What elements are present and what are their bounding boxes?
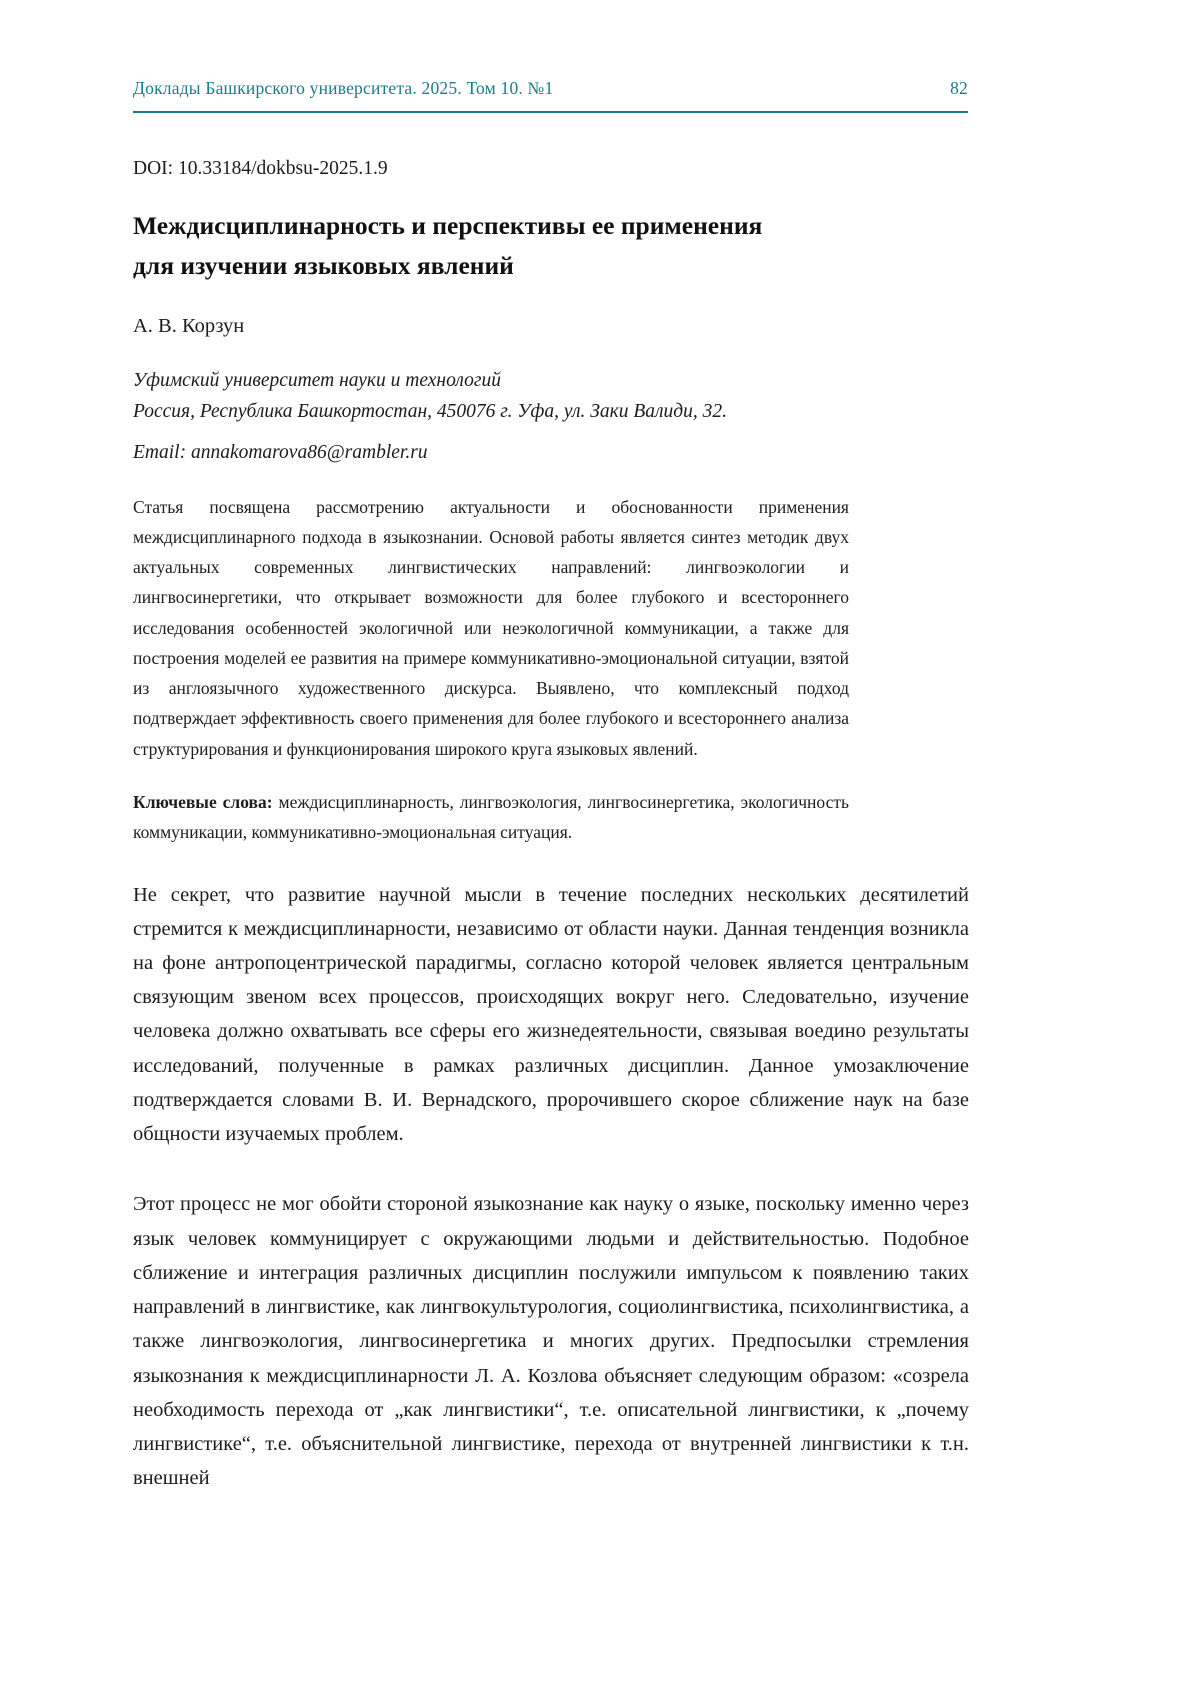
author-name: А. В. Корзун xyxy=(133,315,245,338)
journal-title: Доклады Башкирского университета. 2025. Том 10. №1 xyxy=(133,78,554,98)
keywords-text: междисциплинарность, лингвоэкология, лингвосинергетика, экологичность коммуникации, коммуникативно-эмоциональная ситуация. xyxy=(133,792,849,843)
affiliation-institution: Уфимский университет науки и технологий xyxy=(133,370,501,392)
affiliation-address: Россия, Республика Башкортостан, 450076 г. Уфа, ул. Заки Валиди, 32. xyxy=(133,400,728,422)
page-number: 82 xyxy=(950,78,968,98)
article-body xyxy=(133,878,968,1496)
doi-line: DOI: 10.33184/dokbsu-2025.1.9 xyxy=(133,158,388,179)
body-paragraph: Не секрет, что развитие научной мысли в течение последних нескольких десятилетий стремится к междисциплинарности, независимо от области науки. Данная тенденция возникла на фоне антропоцентрической парадигмы, согласно которой человек является центральным связующим звеном всех процессов, происходящих вокруг него. Следовательно, изучение человека должно охватывать все сферы его жизнедеятельности, связывая воедино результаты исследований, полученные в рамках различных дисциплин. Данное умозаключение подтверждается словами В. И. Вернадского, пророчившего скорое сближение наук на базе общности изучаемых проблем. xyxy=(133,883,969,1146)
body-paragraph: Этот процесс не мог обойти стороной языкознание как науку о языке, поскольку именно через язык человек коммуницирует с окружающими людьми и действительностью. Подобное сближение и интеграция различных дисциплин послужили импульсом к появлению таких направлений в лингвистике, как лингвокультурология, социолингвистика, психолингвистика, а также лингвоэкология, лингвосинергетика и многих других. Предпосылки стремления языкознания к междисциплинарности Л. А. Козлова объясняет следующим образом: «созрела необходимость перехода от „как лингвистики“, т.е. описательной лингвистики, к „почему лингвистике“, т.е. объяснительной лингвистике, перехода от внутренней лингвистики к т.н. внешней xyxy=(133,1193,969,1490)
article-title: Междисциплинарность и перспективы ее применения для изучении языковых явлений xyxy=(133,211,763,280)
keywords-label: Ключевые слова: xyxy=(133,792,273,813)
abstract-text: Статья посвящена рассмотрению актуальности и обоснованности применения междисциплинарного подхода в языкознании. Основой работы является синтез методик двух актуальных современных лингвистических направлений: лингвоэкологии и лингвосинергетики, что открывает возможности для более глубокого и всестороннего исследования особенностей экологичной или неэкологичной коммуникации, а также для построения моделей ее развития на примере коммуникативно-эмоциональной ситуации, взятой из англоязычного художественного дискурса. Выявлено, что комплексный подход подтверждает эффективность своего применения для более глубокого и всестороннего анализа структурирования и функционирования широкого круга языковых явлений. xyxy=(133,496,849,759)
keywords-block xyxy=(133,787,849,848)
affiliation-block xyxy=(133,366,968,428)
journal-header xyxy=(133,78,968,113)
email-line: Email: annakomarova86@rambler.ru xyxy=(133,441,428,463)
